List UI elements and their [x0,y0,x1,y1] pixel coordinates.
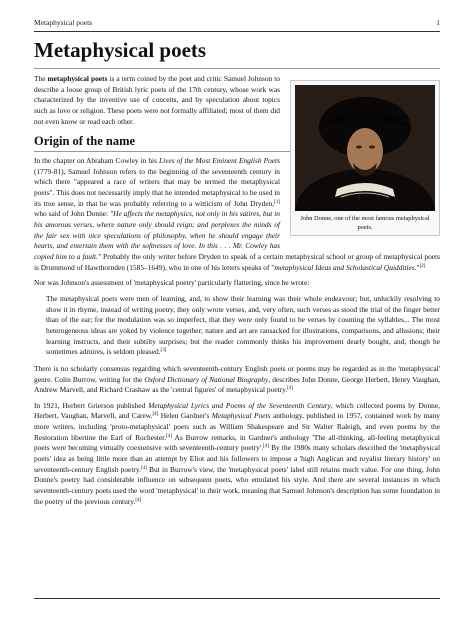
title-rule [34,68,440,69]
citation-link[interactable]: [3] [160,348,167,354]
page-number: 1 [436,18,440,27]
citation-link[interactable]: [4] [135,497,142,503]
dryden-quote: "He affects the metaphysics, not only in his satires, but in his amorous verses, where nature only should reign; and perplexes the minds of the fair sex with nice speculations of philosophy, when he should engage their hearts, and entertain them with the softnesses of love. In this . . . Mr. Cowley has copied him to a fault." [34,209,280,261]
figure-caption: John Donne, one of the most famous metaphysical poets. [300,215,430,231]
johnson-blockquote: The metaphysical poets were men of learning, and, to show their learning was their whole endeavour; but, unluckily resolving to show it in rhyme, instead of writing poetry, they only wrote verses, and, very often, such verses as stood the trial of the finger better than of the ear; for the modulation was so imperfect, that they were only found to be verses by counting the syllables... The most heterogeneous ideas are yoked by violence together; nature and art are ransacked for illustrations, comparisons, and allusions; their learning instructs, and their subtilty surprises; but the reader commonly thinks his improvement dearly bought, and, though he sometimes admires, is seldom pleased.[3] [46,293,440,357]
section-heading: Origin of the name [34,135,440,152]
citation-link[interactable]: [4] [287,386,294,392]
running-title: Metaphysical poets [34,18,93,27]
paragraph-origin-3: There is no scholarly consensus regarding which seventeenth-century English poets or poems may be regarded as in the 'metaphysical' genre. Colin Burrow, writing for the Oxford Dictionary of National Biography, describes John Donne, George Herbert, Henry Vaughan, Andrew Marvell, and Richard Crashaw as the 'central figures' of metaphysical poetry.[4] [34,363,440,395]
article-body [34,74,440,512]
header-rule [34,31,440,32]
citation-link[interactable]: [4] [263,444,269,450]
running-header [34,18,440,27]
paragraph-origin-1: In the chapter on Abraham Cowley in his Lives of the Most Eminent English Poets (1779-81), Samuel Johnson refers to the beginning of the seventeenth century in which there "appeared a race of writers that may be termed the metaphysical poets". This does not necessarily imply that he intended metaphysical to be used in its true sense, in that he was probably referring to a witticism of John Dryden,[1] who said of John Donne: "He affects the metaphysics, not only in his satires, but in his amorous verses, where nature only should reign; and perplexes the minds of the fair sex with nice speculations of philosophy, when he should engage their hearts, and entertain them with the softnesses of love. In this . . . Mr. Cowley has copied him to a fault." Probably the only writer before Dryden to speak of a certain metaphysical school or group of metaphysical poets is Drummond of Hawthornden (1585–1649), who in one of his letters speaks of "metaphysical Ideas and Scholastical Quiddities."[2] [34,156,440,272]
citation-link[interactable]: [4] [140,465,147,471]
john-donne-portrait [295,85,435,211]
citation-link[interactable]: [4] [152,412,159,418]
paragraph-origin-4: In 1921, Herbert Grierson published Metaphysical Lyrics and Poems of the Seventeenth Century, which collected poems by Donne, Herbert, Vaughan, Marvell, and Carew.[4] Helen Gardner's Metaphysical Poets anthology, published in 1957, contained work by many more writers, including 'proto-metaphysical' poets such as William Shakespeare and Sir Walter Raleigh, and even poems by the Restoration libertine the Earl of Rochester.[4] As Burrow remarks, in Gardner's anthology 'The all-thinking, all-feeling metaphysical poets were becoming virtually coextensive with seventeenth-century poetry'.[4] By the 1980s many scholars described the 'metaphysical poets' idea as being little more than an attempt by Eliot and his followers to impose a 'high Anglican and royalist literary history' on seventeenth-century English poetry.[4] But in Burrow's view, the 'metaphysical poets' label still retains much value. For one thing, John Donne's poetry had considerable influence on subsequent poets, who emulated his style. And there are several instances in which seventeenth-century poets used the word 'metaphysical' in their work, meaning that Samuel Johnson's description has some foundation in the poetry of the previous century.[4] [34,400,441,506]
footer-rule [34,598,440,599]
citation-link[interactable]: [2] [419,263,426,269]
paragraph-origin-2: Nor was Johnson's assessment of 'metaphysical poetry' particularly flattering, since he wrote: [34,278,310,288]
article-title: Metaphysical poets [34,38,207,62]
intro-paragraph: The metaphysical poets is a term coined by the poet and critic Samuel Johnson to describe a loose group of British lyric poets of the 17th century, whose work was characterized by the inventive use of conceits, and by speculation about topics such as love or religion. These poets were not formally affiliated; most of them did not even know or read each other. [34,74,280,126]
citation-link[interactable]: [4] [166,433,172,439]
portrait-figure [290,80,440,236]
term-bold: metaphysical poets [47,74,108,83]
citation-link[interactable]: [1] [274,199,280,205]
